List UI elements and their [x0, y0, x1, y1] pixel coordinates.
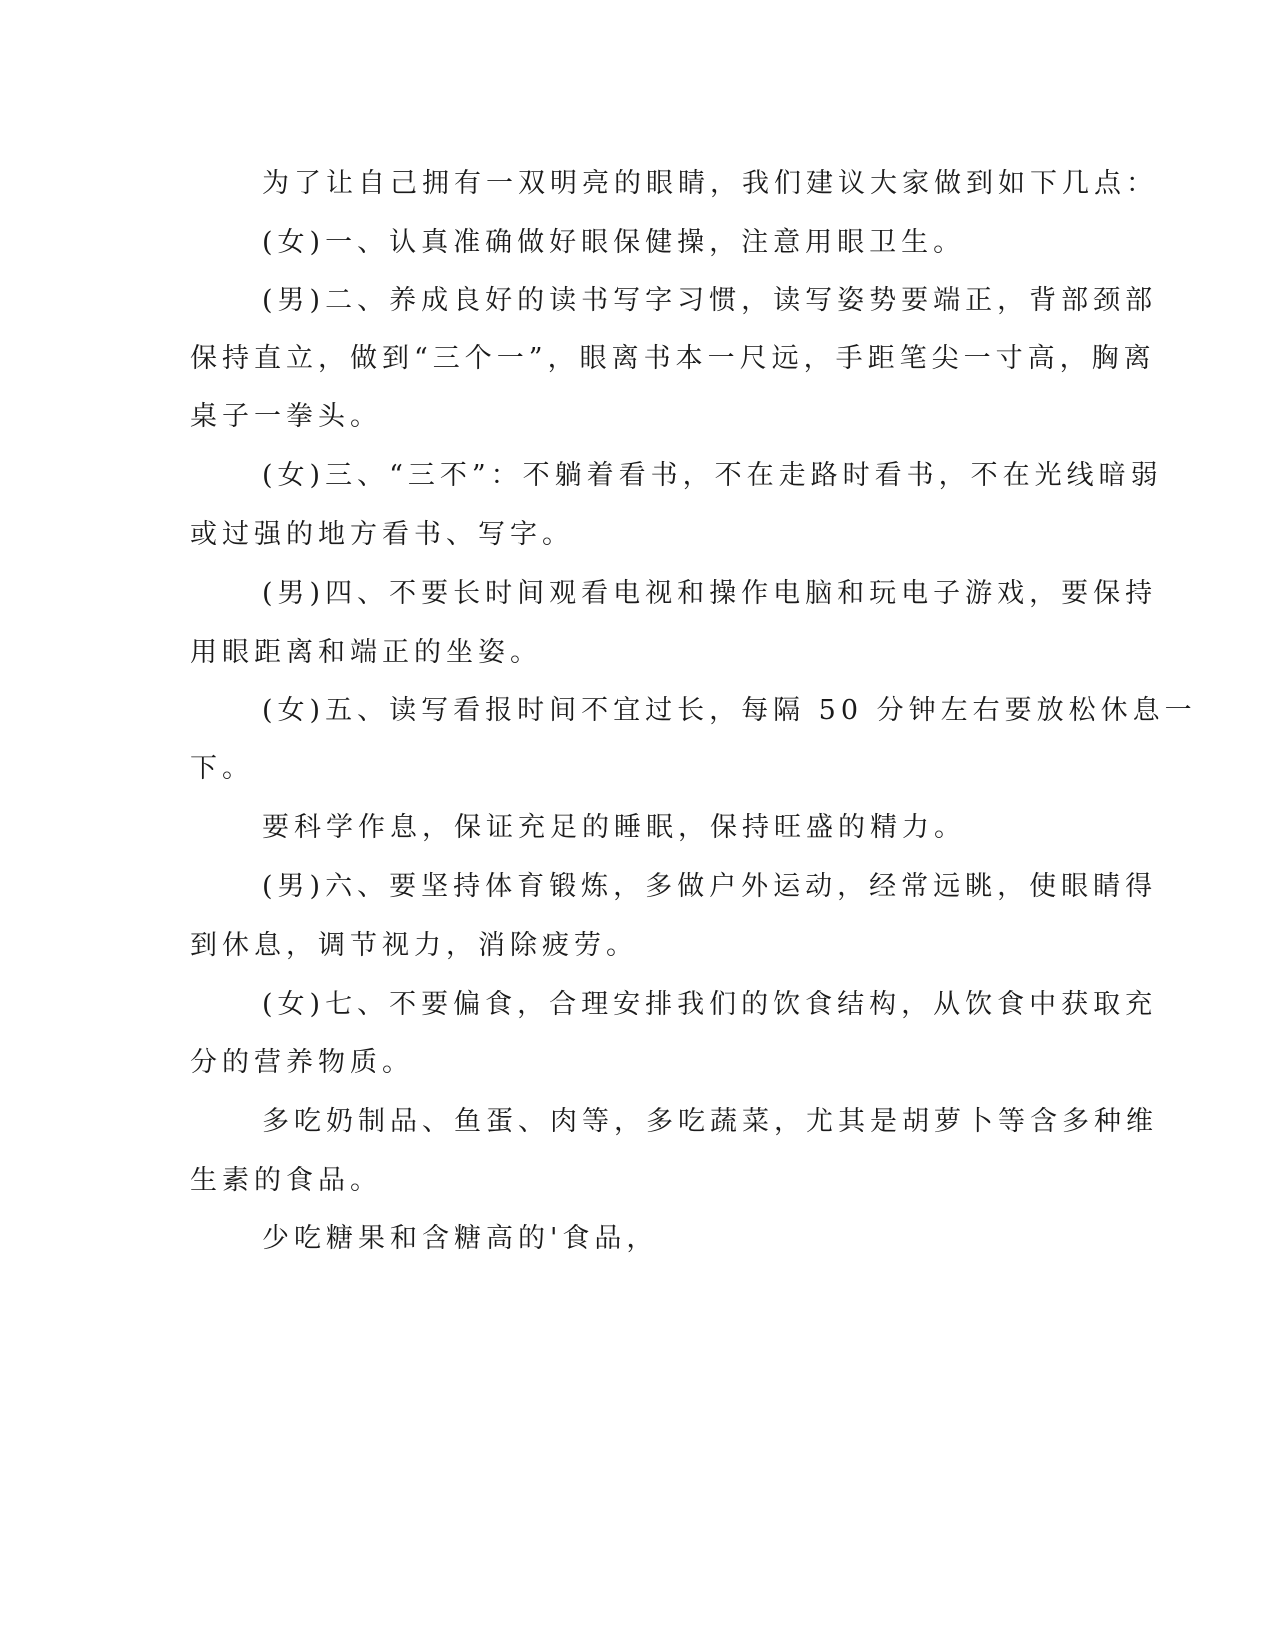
paragraph-item-5-line-2: 下。: [190, 753, 254, 784]
paragraph-item-2-line-1: (男)二、养成良好的读书写字习惯，读写姿势要端正，背部颈部: [262, 285, 1158, 316]
paragraph-item-6-line-2: 到休息，调节视力，消除疲劳。: [190, 930, 638, 961]
paragraph-item-1: (女)一、认真准确做好眼保健操，注意用眼卫生。: [262, 227, 966, 258]
paragraph-sugar: 少吃糖果和含糖高的'食品，: [262, 1223, 659, 1254]
paragraph-intro: 为了让自己拥有一双明亮的眼睛，我们建议大家做到如下几点：: [262, 168, 1158, 199]
paragraph-item-5-line-1: (女)五、读写看报时间不宜过长，每隔 50 分钟左右要放松休息一: [262, 695, 1197, 726]
paragraph-item-7-line-1: (女)七、不要偏食，合理安排我们的饮食结构，从饮食中获取充: [262, 989, 1158, 1020]
paragraph-item-3-line-2: 或过强的地方看书、写字。: [190, 519, 574, 550]
paragraph-item-2-line-2: 保持直立，做到“三个一”，眼离书本一尺远，手距笔尖一寸高，胸离: [190, 343, 1156, 374]
paragraph-item-4-line-2: 用眼距离和端正的坐姿。: [190, 637, 542, 668]
paragraph-item-6-line-1: (男)六、要坚持体育锻炼，多做户外运动，经常远眺，使眼睛得: [262, 871, 1158, 902]
paragraph-item-7-line-2: 分的营养物质。: [190, 1047, 414, 1078]
paragraph-diet-line-1: 多吃奶制品、鱼蛋、肉等，多吃蔬菜，尤其是胡萝卜等含多种维: [262, 1106, 1158, 1137]
paragraph-item-2-line-3: 桌子一拳头。: [190, 401, 382, 432]
paragraph-item-4-line-1: (男)四、不要长时间观看电视和操作电脑和玩电子游戏，要保持: [262, 578, 1158, 609]
paragraph-rest: 要科学作息，保证充足的睡眠，保持旺盛的精力。: [262, 812, 966, 843]
paragraph-diet-line-2: 生素的食品。: [190, 1165, 382, 1196]
paragraph-item-3-line-1: (女)三、“三不”：不躺着看书，不在走路时看书，不在光线暗弱: [262, 460, 1163, 491]
